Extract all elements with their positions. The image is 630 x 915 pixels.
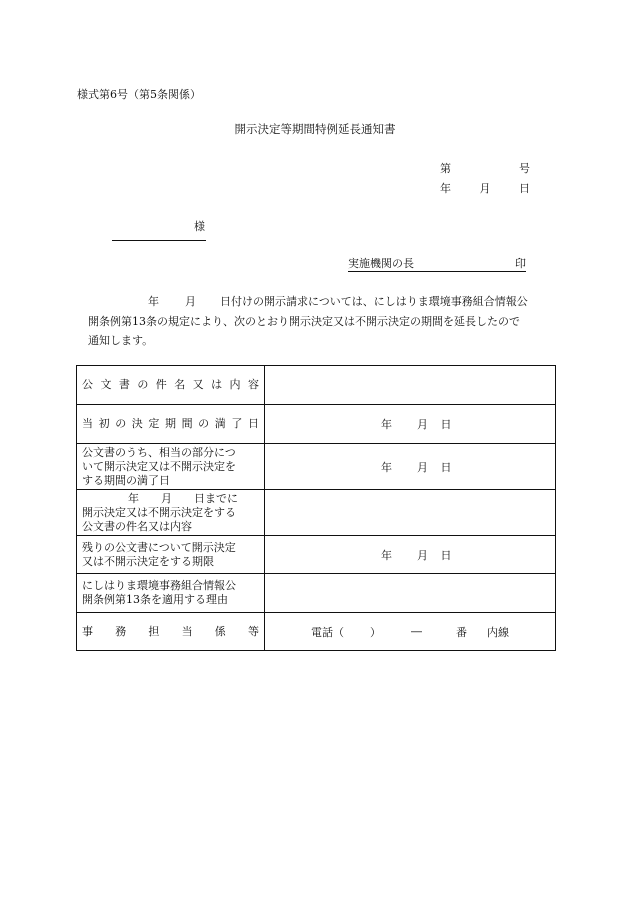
seal-mark: 印 (515, 257, 526, 270)
label-char: 事 (82, 624, 93, 638)
label-char: の (198, 417, 210, 430)
form-number: 様式第6号（第5条関係） (77, 88, 201, 101)
phone-ban: 番 (456, 625, 467, 639)
notice-table (76, 365, 556, 651)
document-title: 開示決定等期間特例延長通知書 (234, 122, 396, 136)
label-char: 期 (164, 417, 176, 430)
label-char: 了 (231, 417, 243, 430)
body-year: 年 (148, 295, 159, 308)
year-label: 年 (381, 418, 392, 431)
phone-label: 電話（ (311, 625, 344, 639)
day-label: 日 (440, 548, 452, 562)
row-label (77, 574, 265, 613)
label-char: 書 (118, 378, 130, 391)
label-line: 又は不開示決定をする期限 (82, 554, 214, 568)
reason-cell[interactable] (265, 574, 556, 613)
year-label: 年 (381, 460, 392, 474)
body-month: 月 (185, 295, 196, 308)
label-char: 文 (100, 378, 112, 391)
label-char: 等 (247, 624, 259, 638)
row-label (77, 366, 265, 405)
date-day: 日 (519, 182, 530, 195)
document-date (440, 180, 530, 196)
label-char: 名 (174, 378, 186, 391)
table-row (77, 490, 556, 536)
addressee-blank (112, 226, 206, 241)
label-original-deadline (82, 417, 259, 431)
label-char: 又 (192, 378, 204, 391)
label-line: 残りの公文書について開示決定 (82, 540, 236, 554)
phone-dash: ― (411, 625, 422, 638)
date-year: 年 (440, 182, 451, 195)
sender-label: 実施機関の長 (348, 257, 414, 270)
row-label (77, 536, 265, 574)
phone-ext: 内線 (487, 625, 509, 639)
day-label: 日 (440, 418, 452, 431)
label-char: 係 (214, 624, 226, 638)
date-fields (369, 416, 452, 432)
original-deadline-cell[interactable] (265, 405, 556, 444)
phone-close: ） (370, 625, 381, 639)
label-contact (82, 625, 259, 639)
table-row (77, 405, 556, 444)
label-line: 開示決定又は不開示決定をする (82, 505, 236, 519)
label-char: 間 (181, 417, 193, 430)
subject-value-cell[interactable] (265, 366, 556, 405)
date-month: 月 (479, 182, 491, 195)
body-line-3: 通知します。 (88, 334, 154, 347)
label-char: 満 (214, 417, 226, 430)
row-label (77, 490, 265, 536)
remaining-deadline-cell[interactable] (265, 536, 556, 574)
label-line: 公文書の件名又は内容 (82, 519, 192, 533)
label-line: いて開示決定又は不開示決定を (82, 459, 236, 473)
table-row (77, 366, 556, 405)
label-char: 定 (148, 417, 160, 430)
table-row (77, 613, 556, 651)
body-text-1: 日付けの開示請求については、にしはりま環境事務組合情報公 (220, 295, 528, 308)
row-label (77, 613, 265, 651)
label-char: の (115, 417, 127, 430)
label-line: 開条例第13条を適用する理由 (82, 593, 228, 606)
label-char: 件 (155, 378, 167, 391)
label-char: 当 (181, 624, 193, 638)
partial-deadline-cell[interactable] (265, 444, 556, 490)
label-char: 公 (82, 378, 93, 391)
document-number (440, 160, 530, 176)
month-label: 月 (417, 418, 428, 431)
date-fields (369, 459, 452, 475)
label-char: 決 (131, 417, 143, 430)
label-char: 容 (247, 378, 259, 391)
body-line-2: 開条例第13条の規定により、次のとおり開示決定又は不開示決定の期間を延長したので (88, 315, 520, 328)
addressee-honorific: 様 (194, 220, 205, 233)
table-row (77, 536, 556, 574)
month-label: 月 (417, 548, 428, 562)
label-char: 務 (115, 624, 127, 638)
table-row (77, 574, 556, 613)
label-line: する期間の満了日 (82, 473, 170, 487)
label-char: 当 (82, 417, 93, 430)
label-char: の (137, 378, 149, 391)
label-char: 初 (98, 417, 110, 430)
month-label: 月 (417, 460, 428, 474)
row-label (77, 444, 265, 490)
date-fields (369, 547, 452, 563)
sender-line (348, 255, 526, 272)
phone-fields (311, 624, 509, 640)
contact-cell[interactable] (265, 613, 556, 651)
label-line: 年 月 日までに (128, 491, 238, 505)
label-line: にしはりま環境事務組合情報公 (82, 579, 236, 592)
number-suffix: 号 (519, 162, 530, 175)
partial-subject-cell[interactable] (265, 490, 556, 536)
row-label (77, 405, 265, 444)
label-subject (82, 378, 259, 392)
label-char: 日 (247, 417, 259, 430)
year-label: 年 (381, 548, 392, 562)
label-char: 内 (229, 378, 241, 391)
table-row (77, 444, 556, 490)
label-char: 担 (148, 624, 160, 638)
body-line-1 (148, 293, 528, 309)
day-label: 日 (440, 460, 452, 474)
number-prefix: 第 (440, 162, 451, 175)
label-char: は (211, 378, 223, 391)
label-line: 公文書のうち、相当の部分につ (82, 445, 236, 459)
